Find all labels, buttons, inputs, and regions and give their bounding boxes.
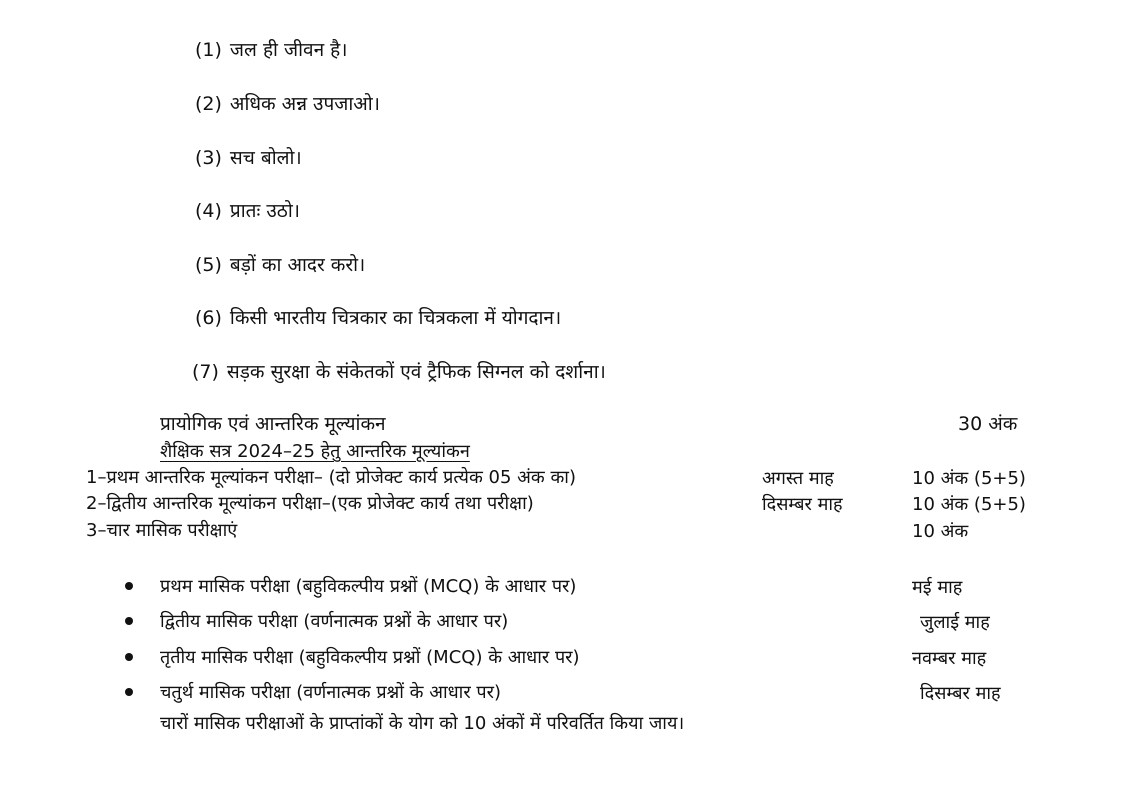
topic-item-5: [195, 253, 365, 277]
topic-item-1: [195, 38, 347, 62]
bullet-icon: [125, 582, 133, 590]
assessment-row-2-month: दिसम्बर माह: [762, 494, 843, 515]
monthly-test-2-month: जुलाई माह: [920, 612, 990, 633]
monthly-tests-note: चारों मासिक परीक्षाओं के प्राप्तांकों के योग को 10 अंकों में परिवर्तित किया जाय।: [160, 713, 685, 734]
topic-text: जल ही जीवन है।: [229, 39, 348, 61]
topic-number: (6): [195, 307, 222, 329]
monthly-test-2-label: द्वितीय मासिक परीक्षा (वर्णनात्मक प्रश्नों के आधार पर): [160, 611, 509, 632]
assessment-row-3-label: 3–चार मासिक परीक्षाएं: [86, 520, 238, 541]
monthly-test-1-label: प्रथम मासिक परीक्षा (बहुविकल्पीय प्रश्नों (MCQ) के आधार पर): [160, 576, 577, 597]
topic-text: बड़ों का आदर करो।: [229, 254, 366, 276]
assessment-title: प्रायोगिक एवं आन्तरिक मूल्यांकन: [160, 413, 386, 435]
assessment-row-1-month: अगस्त माह: [762, 468, 834, 489]
topic-number: (4): [195, 200, 222, 222]
topic-number: (7): [192, 361, 219, 383]
assessment-subtitle: शैक्षिक सत्र 2024–25 हेतु आन्तरिक मूल्यांकन: [160, 441, 470, 462]
monthly-test-3-label: तृतीय मासिक परीक्षा (बहुविकल्पीय प्रश्नों (MCQ) के आधार पर): [160, 647, 580, 668]
topic-item-7: [192, 360, 606, 384]
topic-text: अधिक अन्न उपजाओ।: [229, 93, 380, 115]
topic-number: (5): [195, 254, 222, 276]
assessment-row-2-label: 2–द्वितीय आन्तरिक मूल्यांकन परीक्षा–(एक प्रोजेक्ट कार्य तथा परीक्षा): [86, 493, 534, 514]
assessment-row-2-marks: 10 अंक (5+5): [912, 494, 1026, 515]
topic-number: (3): [195, 147, 222, 169]
assessment-row-3-marks: 10 अंक: [912, 521, 969, 542]
assessment-total-marks: 30 अंक: [958, 413, 1018, 435]
topic-item-2: [195, 92, 380, 116]
assessment-row-1-label: 1–प्रथम आन्तरिक मूल्यांकन परीक्षा– (दो प्रोजेक्ट कार्य प्रत्येक 05 अंक का): [86, 467, 576, 488]
bullet-icon: [125, 617, 133, 625]
topic-text: सच बोलो।: [229, 147, 302, 169]
monthly-test-1-month: मई माह: [912, 577, 963, 598]
topic-text: प्रातः उठो।: [229, 200, 300, 222]
topic-item-3: [195, 146, 302, 170]
bullet-icon: [125, 653, 133, 661]
monthly-test-4-month: दिसम्बर माह: [920, 683, 1001, 704]
topic-number: (1): [195, 39, 222, 61]
topic-item-6: [195, 306, 561, 330]
bullet-icon: [125, 688, 133, 696]
assessment-row-1-marks: 10 अंक (5+5): [912, 468, 1026, 489]
topic-number: (2): [195, 93, 222, 115]
topic-text: किसी भारतीय चित्रकार का चित्रकला में योगदान।: [229, 307, 562, 329]
topic-text: सड़क सुरक्षा के संकेतकों एवं ट्रैफिक सिग्नल को दर्शाना।: [226, 361, 606, 383]
monthly-test-3-month: नवम्बर माह: [912, 648, 987, 669]
topic-item-4: [195, 199, 300, 223]
monthly-test-4-label: चतुर्थ मासिक परीक्षा (वर्णनात्मक प्रश्नों के आधार पर): [160, 682, 502, 703]
